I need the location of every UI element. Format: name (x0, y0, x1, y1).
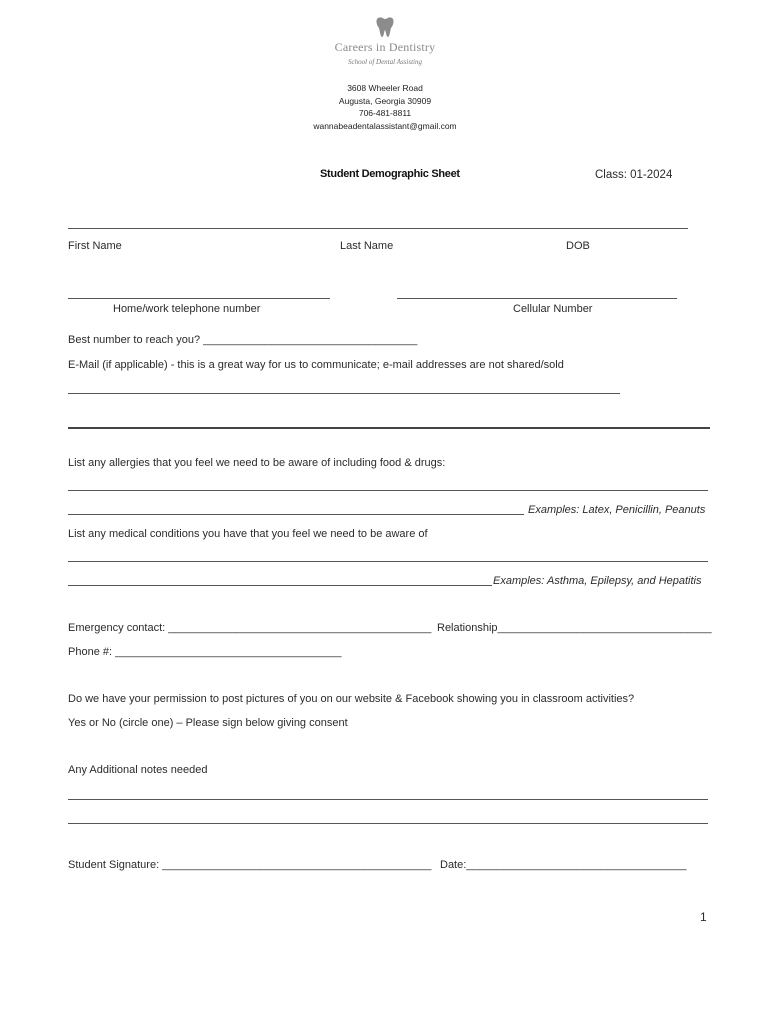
first-name-label: First Name (68, 240, 122, 252)
home-phone-label: Home/work telephone number (113, 303, 261, 315)
permission-question: Do we have your permission to post pictures of you on our website & Facebook showing you in classroom activities? (68, 693, 635, 705)
permission-answer: Yes or No (circle one) – Please sign below giving consent (68, 717, 348, 729)
student-signature-field: Student Signature: ____________________________________________ (68, 859, 432, 871)
allergies-line-1 (68, 490, 708, 491)
email-line (68, 393, 620, 394)
phone-number: 706-481-8811 (358, 108, 412, 118)
last-name-label: Last Name (340, 240, 394, 252)
logo-name: Careers in Dentistry (334, 40, 436, 54)
emergency-phone-field: Phone #: _____________________________________ (68, 646, 342, 658)
address-line2: Augusta, Georgia 30909 (338, 95, 432, 106)
dob-label: DOB (566, 240, 590, 252)
cell-phone-line (397, 298, 677, 299)
page-title: Student Demographic Sheet (320, 168, 460, 180)
allergies-line-2 (68, 514, 524, 515)
medical-line-1 (68, 561, 708, 562)
class-label: Class: 01-2024 (595, 169, 673, 181)
email-address: wannabeadentalassistant@gmail.com (313, 120, 457, 131)
medical-examples: Examples: Asthma, Epilepsy, and Hepatitis (493, 575, 702, 587)
notes-line-1 (68, 799, 708, 800)
notes-line-2 (68, 823, 708, 824)
home-phone-line (68, 298, 330, 299)
logo-tagline: School of Dental Assisting (348, 58, 422, 66)
section-divider (68, 427, 710, 429)
name-line (68, 228, 688, 229)
allergies-prompt: List any allergies that you feel we need to be aware of including food & drugs: (68, 457, 446, 469)
emergency-contact-field: Emergency contact: ___________________________________________ (68, 622, 432, 634)
logo (300, 16, 470, 72)
best-number-field: Best number to reach you? ___________________________________ (68, 334, 418, 346)
relationship-field: Relationship___________________________________ (437, 622, 712, 634)
date-field: Date:____________________________________ (440, 859, 687, 871)
tooth-icon (375, 16, 395, 38)
allergies-examples: Examples: Latex, Penicillin, Peanuts (528, 504, 706, 516)
page-number: 1 (700, 910, 707, 924)
email-note: E-Mail (if applicable) - this is a great way for us to communicate; e-mail addresses are not shared/sold (68, 359, 564, 371)
medical-prompt: List any medical conditions you have that you feel we need to be aware of (68, 528, 428, 540)
address-block (235, 82, 535, 132)
cell-phone-label: Cellular Number (513, 303, 593, 315)
notes-label: Any Additional notes needed (68, 764, 208, 776)
address-line1: 3608 Wheeler Road (347, 83, 423, 93)
medical-line-2 (68, 585, 492, 586)
